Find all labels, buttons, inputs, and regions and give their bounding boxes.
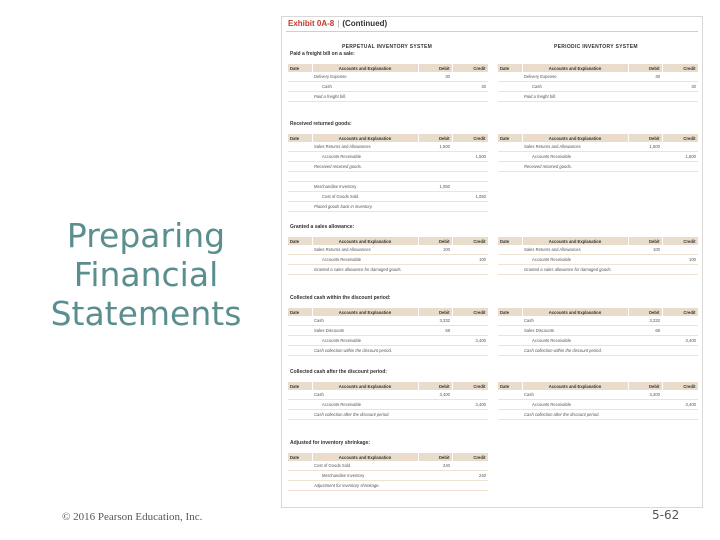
date-cell xyxy=(288,92,312,102)
date-cell xyxy=(288,461,312,471)
accounts-column-header: Accounts and Explanation xyxy=(312,308,418,316)
table-row xyxy=(498,82,698,92)
date-cell xyxy=(498,316,522,326)
table-row xyxy=(288,471,488,481)
debit-cell: 68 xyxy=(628,326,662,336)
date-cell xyxy=(498,82,522,92)
debit-cell xyxy=(418,255,452,265)
credit-cell xyxy=(452,162,488,172)
debit-cell xyxy=(628,255,662,265)
date-cell xyxy=(498,152,522,162)
debit-cell xyxy=(418,172,452,182)
page-number: 5-62 xyxy=(652,508,680,522)
table-row xyxy=(288,390,488,400)
debit-cell: 100 xyxy=(628,245,662,255)
date-cell xyxy=(288,142,312,152)
account-cell: Accounts Receivable xyxy=(522,255,628,265)
table-header-row xyxy=(288,453,488,461)
debit-column-header: Debit xyxy=(418,308,452,316)
debit-cell xyxy=(418,400,452,410)
table-row xyxy=(288,192,488,202)
account-cell: Sales Discounts xyxy=(312,326,418,336)
debit-column-header: Debit xyxy=(418,237,452,245)
credit-cell xyxy=(452,202,488,212)
credit-cell xyxy=(662,316,698,326)
debit-cell: 3,332 xyxy=(418,316,452,326)
credit-column-header: Credit xyxy=(662,382,698,390)
table-row xyxy=(288,346,488,356)
accounts-column-header: Accounts and Explanation xyxy=(522,134,628,142)
account-cell: Accounts Receivable xyxy=(312,336,418,346)
exhibit-id: Exhibit 0A-8 xyxy=(288,19,335,28)
table-row xyxy=(288,72,488,82)
credit-cell: 1,500 xyxy=(662,152,698,162)
table-header-row xyxy=(498,64,698,72)
debit-cell: 3,400 xyxy=(628,390,662,400)
account-cell: Cost of Goods Sold xyxy=(312,461,418,471)
account-cell: Cash xyxy=(312,316,418,326)
debit-cell: 100 xyxy=(418,245,452,255)
debit-cell: 1,500 xyxy=(418,142,452,152)
table-header-row xyxy=(288,134,488,142)
explanation-cell: Cash collection after the discount period. xyxy=(312,410,418,420)
table-row xyxy=(288,162,488,172)
explanation-cell: Received returned goods. xyxy=(312,162,418,172)
credit-cell xyxy=(452,316,488,326)
debit-cell xyxy=(418,481,452,491)
credit-column-header: Credit xyxy=(452,64,488,72)
credit-cell: 30 xyxy=(662,82,698,92)
table-row xyxy=(498,142,698,152)
credit-cell xyxy=(662,92,698,102)
account-cell: Accounts Receivable xyxy=(312,400,418,410)
debit-column-header: Debit xyxy=(418,453,452,461)
debit-cell xyxy=(418,336,452,346)
copyright-footer: © 2016 Pearson Education, Inc. xyxy=(62,511,203,523)
table-row xyxy=(288,92,488,102)
date-column-header: Date xyxy=(498,134,522,142)
account-cell: Accounts Receivable xyxy=(522,336,628,346)
debit-cell: 240 xyxy=(418,461,452,471)
slide-title-line-1: Preparing xyxy=(66,216,226,255)
debit-cell xyxy=(418,471,452,481)
table-row xyxy=(498,346,698,356)
date-cell xyxy=(498,336,522,346)
date-column-header: Date xyxy=(498,382,522,390)
explanation-cell: Adjustment for inventory shrinkage. xyxy=(312,481,418,491)
debit-cell: 3,332 xyxy=(628,316,662,326)
date-cell xyxy=(288,202,312,212)
credit-cell xyxy=(452,265,488,275)
explanation-cell: Cash collection within the discount period. xyxy=(522,346,628,356)
account-cell: Sales Returns and Allowances xyxy=(522,245,628,255)
table-header-row xyxy=(288,64,488,72)
debit-cell xyxy=(418,92,452,102)
credit-cell xyxy=(452,326,488,336)
account-cell: Sales Returns and Allowances xyxy=(522,142,628,152)
date-cell xyxy=(288,162,312,172)
perpetual-journal-table xyxy=(288,64,489,102)
credit-cell: 30 xyxy=(452,82,488,92)
date-cell xyxy=(288,390,312,400)
credit-cell xyxy=(662,346,698,356)
perpetual-journal-table xyxy=(288,308,489,356)
credit-cell xyxy=(662,326,698,336)
table-row xyxy=(288,172,488,182)
credit-cell: 3,400 xyxy=(662,336,698,346)
accounts-column-header: Accounts and Explanation xyxy=(312,64,418,72)
credit-cell: 3,400 xyxy=(452,400,488,410)
table-row xyxy=(498,245,698,255)
perpetual-journal-table xyxy=(288,453,489,491)
date-cell xyxy=(288,72,312,82)
accounts-column-header: Accounts and Explanation xyxy=(312,453,418,461)
perpetual-journal-table xyxy=(288,237,489,275)
date-column-header: Date xyxy=(288,382,312,390)
table-row xyxy=(288,152,488,162)
credit-column-header: Credit xyxy=(452,453,488,461)
explanation-cell: Placed goods back in inventory. xyxy=(312,202,418,212)
date-cell xyxy=(288,265,312,275)
date-cell xyxy=(498,346,522,356)
credit-column-header: Credit xyxy=(452,308,488,316)
accounts-column-header: Accounts and Explanation xyxy=(522,64,628,72)
table-row xyxy=(288,82,488,92)
slide-title xyxy=(30,216,262,333)
credit-column-header: Credit xyxy=(662,64,698,72)
exhibit-header-rule xyxy=(286,31,698,32)
debit-cell: 3,400 xyxy=(418,390,452,400)
debit-column-header: Debit xyxy=(418,64,452,72)
debit-cell: 1,500 xyxy=(628,142,662,152)
account-cell: Sales Returns and Allowances xyxy=(312,245,418,255)
account-cell: Cash xyxy=(312,82,418,92)
table-row xyxy=(288,316,488,326)
table-row xyxy=(288,336,488,346)
credit-cell: 240 xyxy=(452,471,488,481)
credit-cell: 100 xyxy=(662,255,698,265)
date-cell xyxy=(498,142,522,152)
credit-column-header: Credit xyxy=(452,134,488,142)
credit-cell xyxy=(662,142,698,152)
table-row xyxy=(498,265,698,275)
table-row xyxy=(288,326,488,336)
debit-column-header: Debit xyxy=(418,134,452,142)
date-cell xyxy=(498,162,522,172)
debit-column-header: Debit xyxy=(628,134,662,142)
section-label: Granted a sales allowance: xyxy=(290,224,355,230)
date-cell xyxy=(288,400,312,410)
credit-cell xyxy=(662,410,698,420)
table-row xyxy=(498,326,698,336)
table-row xyxy=(498,390,698,400)
accounts-column-header: Accounts and Explanation xyxy=(312,382,418,390)
debit-cell: 30 xyxy=(628,72,662,82)
debit-cell xyxy=(418,162,452,172)
date-cell xyxy=(288,192,312,202)
debit-cell xyxy=(628,82,662,92)
section-label: Collected cash after the discount period: xyxy=(290,369,387,375)
debit-cell: 1,050 xyxy=(418,182,452,192)
date-column-header: Date xyxy=(498,64,522,72)
explanation-cell: Paid a freight bill. xyxy=(522,92,628,102)
credit-cell xyxy=(452,92,488,102)
date-column-header: Date xyxy=(288,237,312,245)
table-row xyxy=(288,255,488,265)
credit-cell: 3,400 xyxy=(662,400,698,410)
credit-cell xyxy=(452,410,488,420)
credit-column-header: Credit xyxy=(452,382,488,390)
date-cell xyxy=(498,400,522,410)
account-cell: Merchandise Inventory xyxy=(312,471,418,481)
credit-cell xyxy=(662,245,698,255)
periodic-journal-table xyxy=(498,64,699,102)
credit-cell xyxy=(662,162,698,172)
date-column-header: Date xyxy=(288,453,312,461)
perpetual-journal-table xyxy=(288,134,489,212)
credit-cell xyxy=(452,172,488,182)
account-cell: Cash xyxy=(522,82,628,92)
credit-cell xyxy=(662,265,698,275)
date-cell xyxy=(288,346,312,356)
debit-column-header: Debit xyxy=(628,382,662,390)
debit-cell xyxy=(418,82,452,92)
table-header-row xyxy=(288,308,488,316)
account-cell: Cost of Goods Sold xyxy=(312,192,418,202)
debit-cell xyxy=(628,92,662,102)
debit-cell xyxy=(418,192,452,202)
table-header-row xyxy=(498,237,698,245)
debit-cell: 30 xyxy=(418,72,452,82)
account-cell: Cash xyxy=(312,390,418,400)
table-row xyxy=(498,152,698,162)
account-cell: Merchandise Inventory xyxy=(312,182,418,192)
date-cell xyxy=(288,255,312,265)
explanation-cell: Granted a sales allowance for damaged goods. xyxy=(312,265,418,275)
credit-cell xyxy=(452,481,488,491)
accounts-column-header: Accounts and Explanation xyxy=(522,382,628,390)
account-cell: Accounts Receivable xyxy=(312,255,418,265)
date-cell xyxy=(498,92,522,102)
date-cell xyxy=(288,82,312,92)
table-row xyxy=(288,182,488,192)
date-cell xyxy=(498,255,522,265)
exhibit-panel xyxy=(281,16,703,508)
account-cell: Accounts Receivable xyxy=(522,400,628,410)
table-row xyxy=(288,410,488,420)
date-column-header: Date xyxy=(498,308,522,316)
explanation-cell: Cash collection within the discount period. xyxy=(312,346,418,356)
periodic-journal-table xyxy=(498,382,699,420)
debit-cell xyxy=(628,410,662,420)
debit-cell xyxy=(418,152,452,162)
date-cell xyxy=(288,245,312,255)
date-column-header: Date xyxy=(498,237,522,245)
section-label: Received returned goods: xyxy=(290,121,352,127)
account-cell: Delivery Expense xyxy=(522,72,628,82)
periodic-system-heading: PERIODIC INVENTORY SYSTEM xyxy=(554,44,638,50)
credit-cell xyxy=(452,346,488,356)
perpetual-system-heading: PERPETUAL INVENTORY SYSTEM xyxy=(342,44,433,50)
date-column-header: Date xyxy=(288,64,312,72)
date-cell xyxy=(498,326,522,336)
section-label: Adjusted for inventory shrinkage: xyxy=(290,440,371,446)
date-cell xyxy=(288,316,312,326)
section-label: Paid a freight bill on a sale: xyxy=(290,51,355,57)
table-row xyxy=(498,410,698,420)
credit-cell xyxy=(662,390,698,400)
table-row xyxy=(498,255,698,265)
credit-cell: 100 xyxy=(452,255,488,265)
credit-column-header: Credit xyxy=(452,237,488,245)
table-row xyxy=(288,202,488,212)
credit-cell xyxy=(662,72,698,82)
table-row xyxy=(498,162,698,172)
exhibit-header-divider: | xyxy=(337,19,340,28)
date-cell xyxy=(498,72,522,82)
table-row xyxy=(288,142,488,152)
periodic-journal-table xyxy=(498,308,699,356)
credit-column-header: Credit xyxy=(662,308,698,316)
account-cell: Sales Returns and Allowances xyxy=(312,142,418,152)
date-column-header: Date xyxy=(288,308,312,316)
table-header-row xyxy=(498,134,698,142)
date-cell xyxy=(288,481,312,491)
account-cell: Accounts Receivable xyxy=(522,152,628,162)
table-header-row xyxy=(498,382,698,390)
exhibit-header xyxy=(288,19,387,28)
account-cell: Cash xyxy=(522,390,628,400)
debit-cell xyxy=(418,346,452,356)
accounts-column-header: Accounts and Explanation xyxy=(522,308,628,316)
table-row xyxy=(498,400,698,410)
periodic-journal-table xyxy=(498,237,699,275)
table-row xyxy=(288,481,488,491)
accounts-column-header: Accounts and Explanation xyxy=(522,237,628,245)
date-cell xyxy=(498,245,522,255)
table-row xyxy=(288,265,488,275)
date-cell xyxy=(498,390,522,400)
date-cell xyxy=(288,471,312,481)
credit-cell: 1,500 xyxy=(452,152,488,162)
exhibit-continued: (Continued) xyxy=(342,19,388,28)
slide-title-line-2: Financial xyxy=(73,255,219,294)
credit-cell xyxy=(452,142,488,152)
debit-cell xyxy=(628,265,662,275)
perpetual-journal-table xyxy=(288,382,489,420)
table-header-row xyxy=(288,237,488,245)
table-header-row xyxy=(498,308,698,316)
table-header-row xyxy=(288,382,488,390)
date-cell xyxy=(498,265,522,275)
table-row xyxy=(498,336,698,346)
debit-column-header: Debit xyxy=(628,64,662,72)
date-cell xyxy=(288,182,312,192)
debit-cell xyxy=(418,265,452,275)
debit-cell xyxy=(628,346,662,356)
section-label: Collected cash within the discount period: xyxy=(290,295,391,301)
credit-column-header: Credit xyxy=(662,237,698,245)
date-cell xyxy=(498,410,522,420)
account-cell: Accounts Receivable xyxy=(312,152,418,162)
credit-cell xyxy=(452,461,488,471)
explanation-cell: Paid a freight bill. xyxy=(312,92,418,102)
table-row xyxy=(288,461,488,471)
debit-cell xyxy=(418,202,452,212)
debit-column-header: Debit xyxy=(628,308,662,316)
date-cell xyxy=(288,410,312,420)
table-row xyxy=(498,316,698,326)
table-row xyxy=(288,400,488,410)
debit-cell xyxy=(628,336,662,346)
date-cell xyxy=(288,336,312,346)
debit-cell: 68 xyxy=(418,326,452,336)
account-cell: Delivery Expense xyxy=(312,72,418,82)
slide-title-line-3: Statements xyxy=(50,294,242,333)
date-cell xyxy=(288,326,312,336)
date-column-header: Date xyxy=(288,134,312,142)
periodic-journal-table xyxy=(498,134,699,172)
debit-cell xyxy=(628,152,662,162)
account-cell xyxy=(312,172,418,182)
debit-cell xyxy=(628,400,662,410)
account-cell: Cash xyxy=(522,316,628,326)
account-cell: Sales Discounts xyxy=(522,326,628,336)
explanation-cell: Granted a sales allowance for damaged goods. xyxy=(522,265,628,275)
table-row xyxy=(288,245,488,255)
table-row xyxy=(498,92,698,102)
credit-cell xyxy=(452,245,488,255)
debit-cell xyxy=(418,410,452,420)
credit-cell: 3,400 xyxy=(452,336,488,346)
credit-cell xyxy=(452,390,488,400)
credit-cell: 1,050 xyxy=(452,192,488,202)
credit-cell xyxy=(452,72,488,82)
date-cell xyxy=(288,172,312,182)
table-row xyxy=(498,72,698,82)
credit-column-header: Credit xyxy=(662,134,698,142)
accounts-column-header: Accounts and Explanation xyxy=(312,134,418,142)
accounts-column-header: Accounts and Explanation xyxy=(312,237,418,245)
date-cell xyxy=(288,152,312,162)
credit-cell xyxy=(452,182,488,192)
explanation-cell: Received returned goods. xyxy=(522,162,628,172)
debit-column-header: Debit xyxy=(418,382,452,390)
debit-cell xyxy=(628,162,662,172)
explanation-cell: Cash collection after the discount period. xyxy=(522,410,628,420)
debit-column-header: Debit xyxy=(628,237,662,245)
